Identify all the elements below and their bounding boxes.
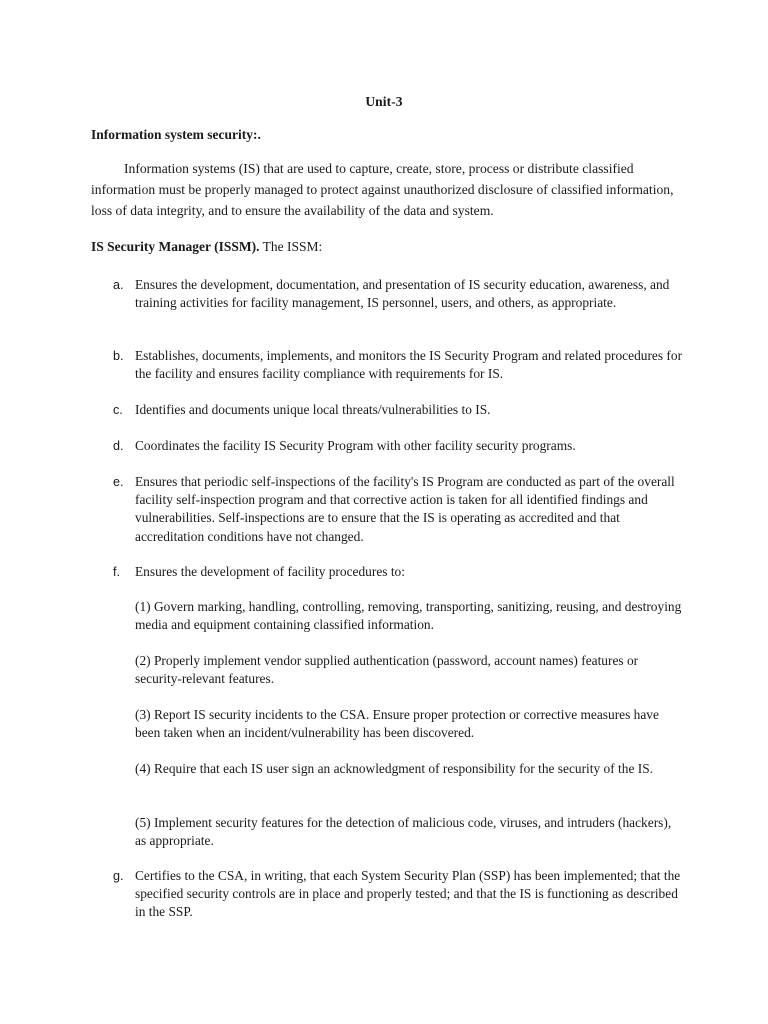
issm-heading-rest: The ISSM:: [259, 239, 323, 254]
sub-item-1: (1) Govern marking, handling, controlling, removing, transporting, sanitizing, reusing, and destroying media and equipment containing classified information.: [135, 599, 682, 633]
page-title: Unit-3: [365, 94, 403, 109]
list-item-text: Ensures the development of facility procedures to:: [135, 564, 405, 579]
list-marker: a.: [113, 278, 124, 292]
issm-heading: [91, 239, 322, 255]
list-item-text: Ensures that periodic self-inspections of the facility's IS Program are conducted as part of the overall facility self-inspection program and that corrective action is taken for all identified findings and vulnerabilities. Self-inspections are to ensure that the IS is operating as accredited and that accreditation conditions have not changed.: [135, 474, 675, 544]
list-item-text: Ensures the development, documentation, and presentation of IS security education, awareness, and training activities for facility management, IS personnel, users, and others, as appropriate.: [135, 277, 670, 311]
list-marker: b.: [113, 349, 124, 363]
sub-item-5: (5) Implement security features for the detection of malicious code, viruses, and intruders (hackers), as appropriate.: [135, 815, 672, 849]
intro-paragraph: Information systems (IS) that are used to capture, create, store, process or distribute classified information must be properly managed to protect against unauthorized disclosure of classified information, loss of data integrity, and to ensure the availability of the data and system.: [91, 161, 674, 218]
section-heading: Information system security:.: [91, 127, 261, 142]
list-item-text: Identifies and documents unique local threats/vulnerabilities to IS.: [135, 402, 491, 417]
sub-item-4: (4) Require that each IS user sign an acknowledgment of responsibility for the security of the IS.: [135, 761, 654, 776]
sub-item-3: (3) Report IS security incidents to the CSA. Ensure proper protection or corrective measures have been taken when an incident/vulnerability has been discovered.: [135, 707, 659, 741]
list-marker: e.: [113, 475, 124, 489]
issm-heading-bold: IS Security Manager (ISSM).: [91, 239, 260, 254]
list-marker: g.: [113, 869, 124, 883]
list-item-text: Coordinates the facility IS Security Program with other facility security programs.: [135, 438, 576, 453]
list-marker: d.: [113, 439, 124, 453]
sub-item-2: (2) Properly implement vendor supplied authentication (password, account names) features or security-relevant features.: [135, 653, 639, 687]
list-marker: c.: [113, 403, 123, 417]
list-item-text: Certifies to the CSA, in writing, that each System Security Plan (SSP) has been implemented; that the specified security controls are in place and properly tested; and that the IS is functioning as described in the SSP.: [135, 868, 681, 920]
list-item-text: Establishes, documents, implements, and monitors the IS Security Program and related procedures for the facility and ensures facility compliance with requirements for IS.: [135, 348, 683, 382]
list-marker: f.: [113, 565, 120, 579]
